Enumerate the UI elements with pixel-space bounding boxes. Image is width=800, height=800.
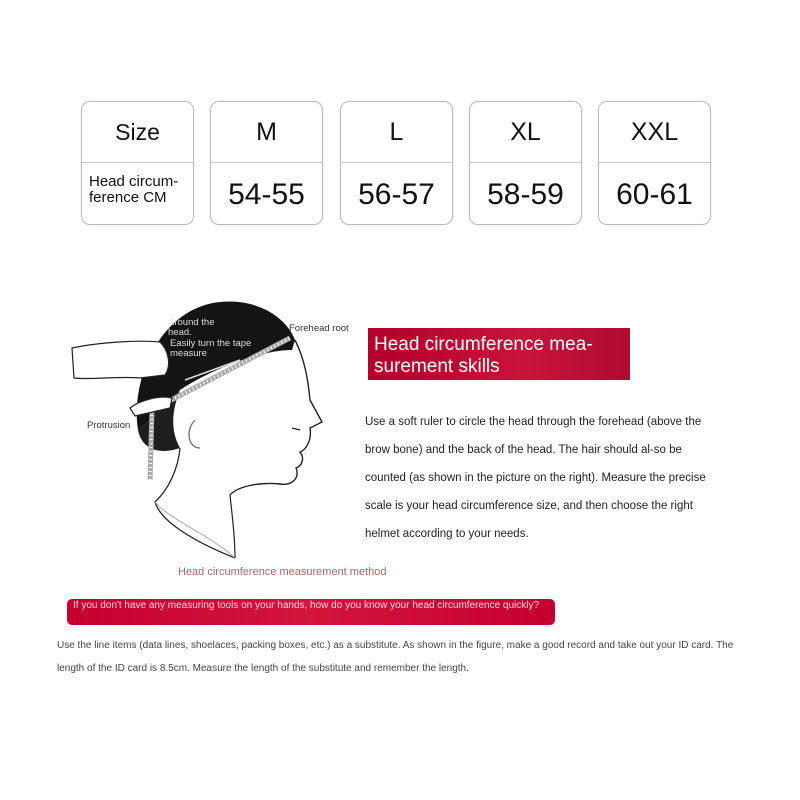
around-head-label: Around the head. <box>168 317 215 338</box>
size-name: XXL <box>599 102 710 163</box>
size-range: 60-61 <box>616 177 693 211</box>
size-name: L <box>341 102 452 163</box>
forehead-root-label: Forehead root <box>289 323 349 334</box>
tip-answer: Use the line items (data lines, shoelaces, packing boxes, etc.) as a substitute. As shown in the figure, make a good record and take out your ID card. The length of the ID card is 8.5cm. Measure the length of the substitute and remember the length. <box>57 640 734 674</box>
size-name: M <box>211 102 322 163</box>
size-range: 56-57 <box>358 177 435 211</box>
size-header: Size <box>82 102 193 163</box>
head-circumference-label: Head circum-ference CM <box>89 173 179 206</box>
size-name: XL <box>470 102 581 163</box>
size-card-xxl <box>598 101 711 225</box>
easily-turn-label: Easily turn the tape measure <box>170 338 252 359</box>
size-range: 54-55 <box>228 177 305 211</box>
size-card-xl <box>469 101 582 225</box>
size-card-m <box>210 101 323 225</box>
size-label-card <box>81 101 194 225</box>
protrusion-label: Protrusion <box>87 420 131 431</box>
question-banner: If you don't have any measuring tools on your hands, how do you know your head circumference quickly? <box>67 599 555 625</box>
size-range: 58-59 <box>487 177 564 211</box>
size-card-l <box>340 101 453 225</box>
skills-title: Head circumference mea-surement skills <box>368 328 630 380</box>
diagram-caption: Head circumference measurement method <box>178 566 387 578</box>
skills-body: Use a soft ruler to circle the head through the forehead (above the brow bone) and the back of the head. The hair should al-so be counted (as shown in the picture on the right). Measure the precise scale is your head circumference size, and then choose the right helmet according to your needs. <box>365 416 706 540</box>
